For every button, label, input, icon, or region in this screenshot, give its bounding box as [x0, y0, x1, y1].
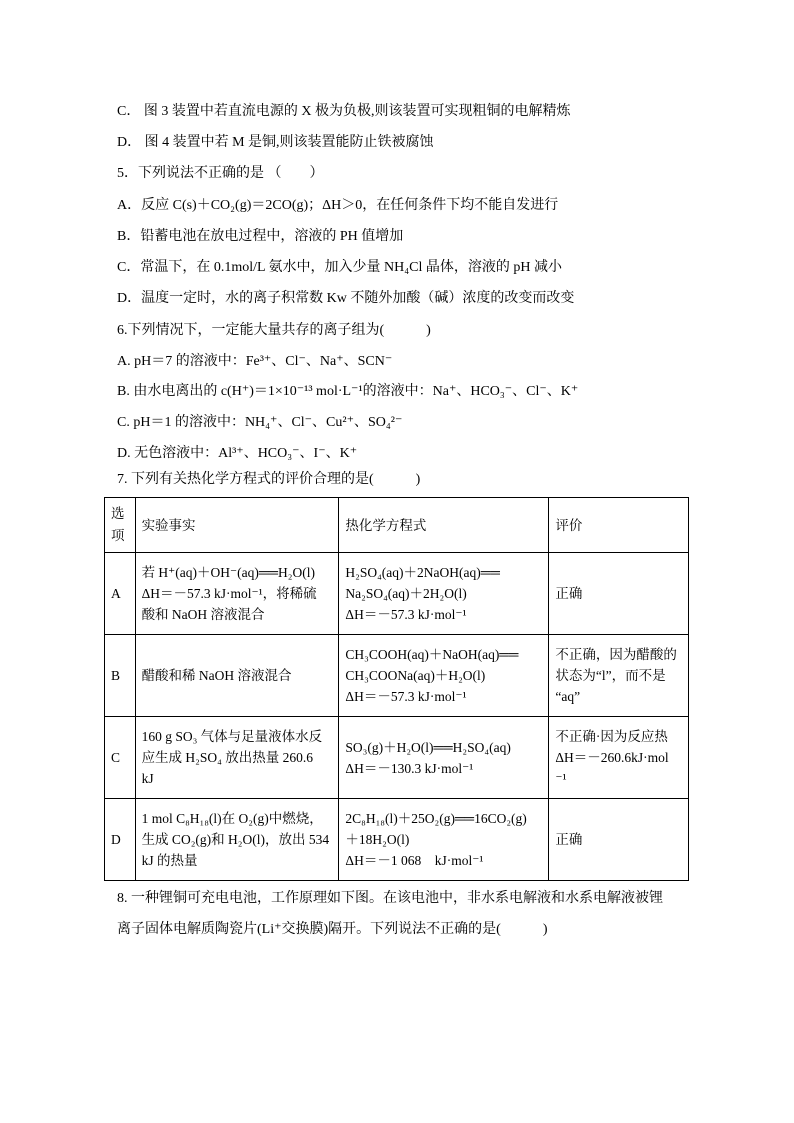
q4-option-c: C． 图 3 装置中若直流电源的 X 极为负极,则该装置可实现粗铜的电解精炼 [117, 104, 571, 119]
cell-option-line: C [111, 750, 121, 765]
cell-option [105, 799, 136, 881]
evaluation-table [104, 497, 689, 881]
cell-fact [135, 635, 339, 717]
cell-evaluation [549, 717, 689, 799]
cell-fact-line: kJ 的热量 [141, 853, 198, 868]
cell-evaluation-line: ΔH＝－260.6kJ·mol [555, 750, 669, 765]
q4-option-d: D． 图 4 装置中若 M 是铜,则该装置能防止铁被腐蚀 [117, 135, 434, 150]
header-evaluation [549, 498, 689, 553]
cell-evaluation [549, 635, 689, 717]
cell-fact [135, 553, 339, 635]
cell-fact-line: kJ [141, 771, 154, 786]
table-row [105, 635, 689, 717]
cell-fact-line: 应生成 H₂SO₄ 放出热量 260.6 [141, 750, 313, 765]
cell-equation-line: ΔH＝－57.3 kJ·mol⁻¹ [345, 607, 467, 622]
cell-equation [339, 635, 549, 717]
q6-option-b: B. 由水电离出的 c(H⁺)＝1×10⁻¹³ mol·L⁻¹的溶液中：Na⁺、HCO₃⁻、Cl⁻、K⁺ [117, 384, 579, 399]
cell-evaluation-line: ⁻¹ [555, 771, 567, 786]
cell-equation-line: ＋18H₂O(l) [345, 832, 410, 847]
cell-evaluation-line: 不正确，因为醋酸的 [555, 647, 677, 662]
cell-evaluation [549, 799, 689, 881]
table-row [105, 717, 689, 799]
q6-stem: 6.下列情况下，一定能大量共存的离子组为( ) [117, 323, 431, 338]
q5-option-a: A．反应 C(s)＋CO₂(g)＝2CO(g)；ΔH＞0，在任何条件下均不能自发进行 [117, 198, 559, 213]
header-fact-label: 实验事实 [141, 517, 196, 533]
cell-fact-line: 生成 CO₂(g)和 H₂O(l)，放出 534 [141, 832, 330, 847]
cell-equation-line: ΔH＝－57.3 kJ·mol⁻¹ [345, 689, 467, 704]
table-header-row [105, 498, 689, 553]
header-option-label [111, 503, 129, 547]
cell-option [105, 717, 136, 799]
table-row [105, 799, 689, 881]
cell-equation-line: ΔH＝－1 068 kJ·mol⁻¹ [345, 853, 484, 868]
cell-equation [339, 799, 549, 881]
cell-fact-line: 1 mol C₈H₁₈(l)在 O₂(g)中燃烧， [141, 811, 323, 826]
cell-fact-line: 酸和 NaOH 溶液混合 [141, 607, 265, 622]
header-equation-label: 热化学方程式 [345, 517, 427, 533]
cell-equation-line: Na₂SO₄(aq)＋2H₂O(l) [345, 586, 467, 601]
cell-equation-line: CH₃COONa(aq)＋H₂O(l) [345, 668, 486, 683]
cell-evaluation-line: 正确 [555, 586, 583, 601]
cell-equation-line: ΔH＝－130.3 kJ·mol⁻¹ [345, 760, 474, 776]
header-option [105, 498, 136, 553]
header-option-char: 项 [111, 528, 125, 543]
q5-option-d: D．温度一定时，水的离子积常数 Kw 不随外加酸（碱）浓度的改变而改变 [117, 291, 575, 306]
cell-fact-line: 160 g SO₃ 气体与足量液体水反 [141, 729, 323, 744]
cell-evaluation-line: 正确 [555, 832, 583, 847]
cell-option-line: B [111, 668, 121, 683]
cell-equation-line: SO₃(g)＋H₂O(l)══H₂SO₄(aq) [345, 739, 511, 755]
cell-option-line: D [111, 832, 121, 847]
cell-fact [135, 799, 339, 881]
table-row [105, 553, 689, 635]
q6-option-c: C. pH＝1 的溶液中：NH₄⁺、Cl⁻、Cu²⁺、SO₄²⁻ [117, 415, 403, 430]
cell-equation [339, 717, 549, 799]
cell-fact [135, 717, 339, 799]
cell-option [105, 635, 136, 717]
q7-stem: 7. 下列有关热化学方程式的评价合理的是( ) [117, 472, 421, 487]
cell-evaluation-line: “aq” [555, 689, 581, 704]
q6-option-a: A. pH＝7 的溶液中：Fe³⁺、Cl⁻、Na⁺、SCN⁻ [117, 354, 393, 369]
cell-equation-line: 2C₈H₁₈(l)＋25O₂(g)══16CO₂(g) [345, 811, 527, 826]
q5-stem: 5．下列说法不正确的是 （ ） [117, 166, 324, 181]
cell-fact-line: ΔH＝－57.3 kJ·mol⁻¹，将稀硫 [141, 586, 317, 601]
cell-fact-line: 若 H⁺(aq)＋OH⁻(aq)══H₂O(l) [141, 565, 315, 580]
header-evaluation-label: 评价 [555, 517, 583, 533]
cell-equation-line: H₂SO₄(aq)＋2NaOH(aq)══ [345, 565, 500, 580]
cell-evaluation-line: 状态为“l”，而不是 [555, 668, 666, 683]
header-equation [339, 498, 549, 553]
cell-fact-line: 醋酸和稀 NaOH 溶液混合 [141, 668, 292, 683]
q5-option-b: B．铅蓄电池在放电过程中，溶液的 PH 值增加 [117, 229, 404, 244]
header-fact [135, 498, 339, 553]
cell-evaluation-line: 不正确·因为反应热 [555, 729, 668, 744]
cell-option-line: A [111, 586, 121, 601]
q8-stem-line2: 离子固体电解质陶瓷片(Li⁺交换膜)隔开。下列说法不正确的是( ) [117, 922, 548, 937]
cell-equation-line: CH₃COOH(aq)＋NaOH(aq)══ [345, 647, 519, 662]
q8-stem-line1: 8. 一种锂铜可充电电池，工作原理如下图。在该电池中，非水系电解液和水系电解液被锂 [117, 891, 663, 906]
cell-equation [339, 553, 549, 635]
header-option-char: 选 [111, 506, 125, 521]
q5-option-c: C．常温下，在 0.1mol/L 氨水中，加入少量 NH₄Cl 晶体，溶液的 pH 减小 [117, 260, 562, 275]
q6-option-d: D. 无色溶液中：Al³⁺、HCO₃⁻、I⁻、K⁺ [117, 446, 358, 461]
cell-option [105, 553, 136, 635]
cell-evaluation [549, 553, 689, 635]
